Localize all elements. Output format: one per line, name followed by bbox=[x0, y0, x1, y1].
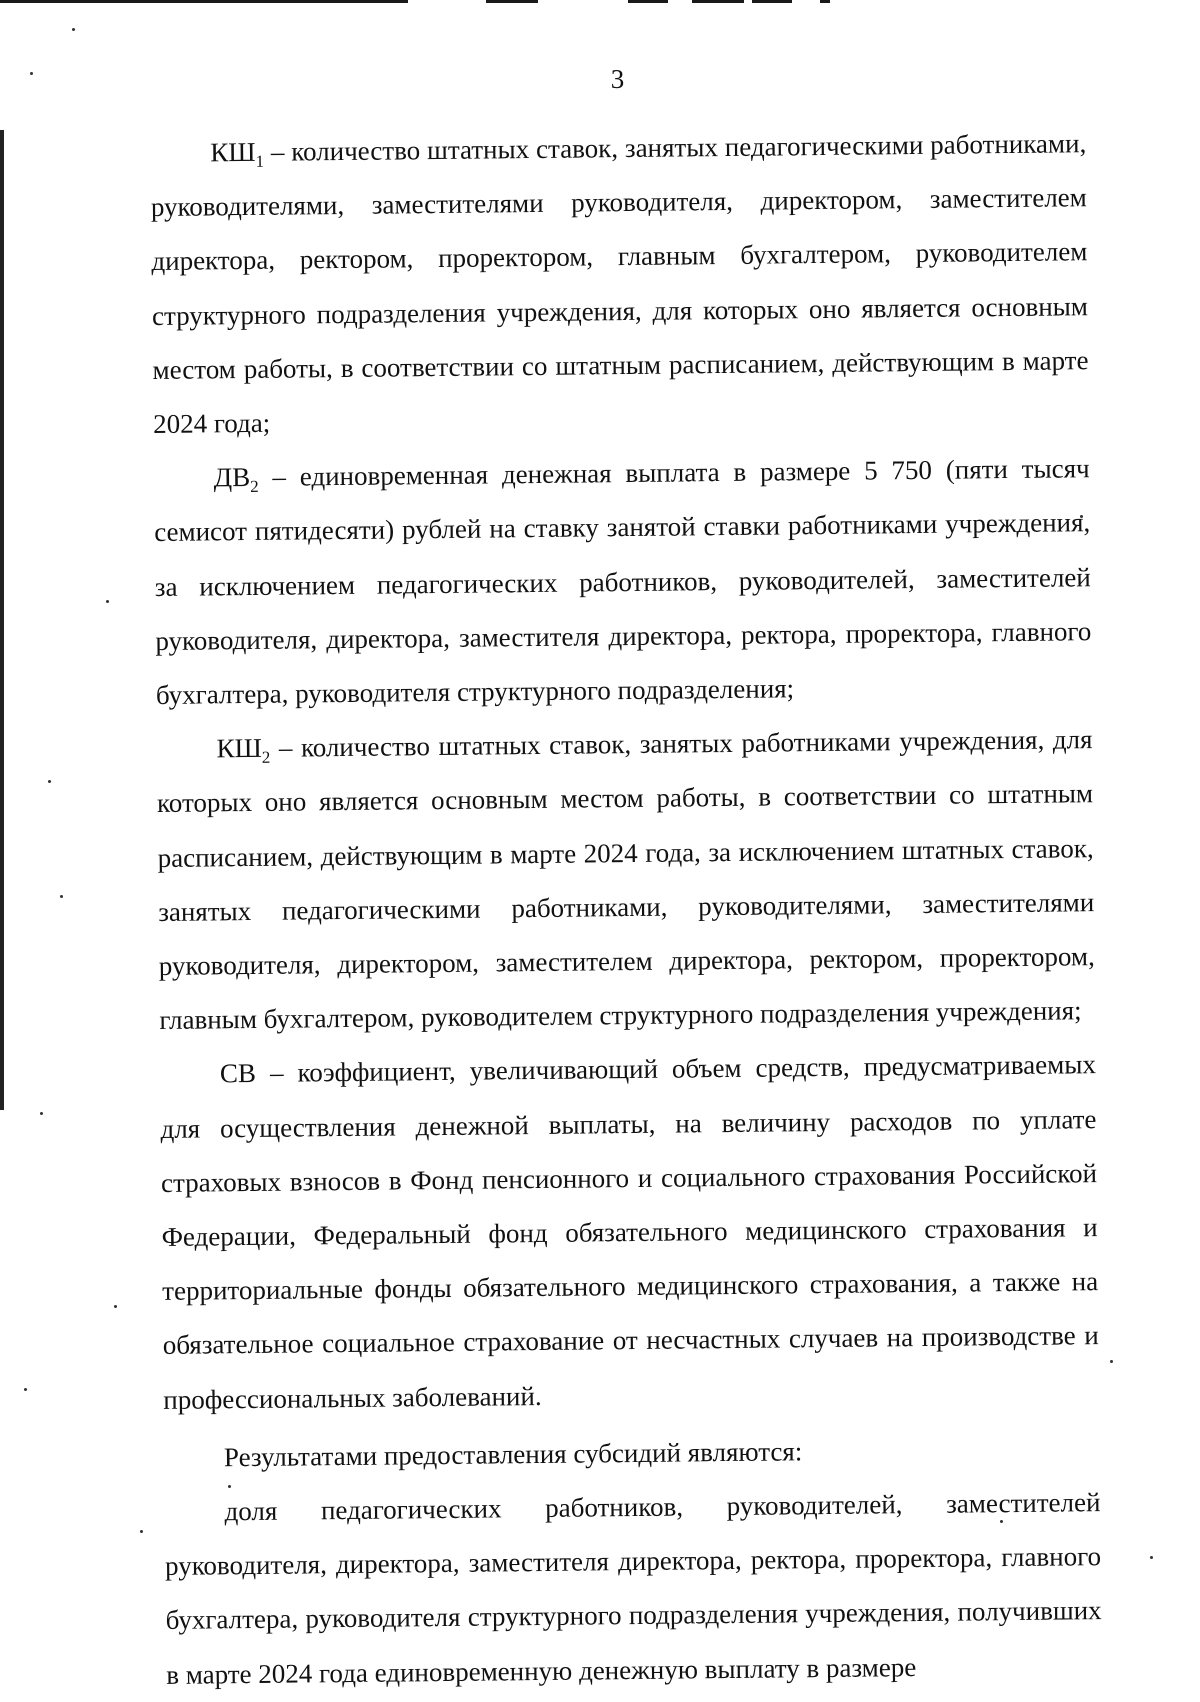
scan-top-edge bbox=[0, 0, 1200, 4]
definition-ksh1 bbox=[150, 116, 1089, 451]
definition-dv2 bbox=[153, 441, 1092, 722]
term-ksh2-subscript: 2 bbox=[261, 748, 271, 768]
page-number: 3 bbox=[610, 64, 625, 94]
term-ksh1-subscript: 1 bbox=[255, 151, 265, 171]
definition-ksh2-text: – количество штатных ставок, занятых работниками учреждения, для которых оно является основным местом работы, в соответствии со штатным расписанием, действующим в марте 2024 года, за исключением штатных ставок, занятых педагогическими работниками, руководителями, заместителями руководителя, директором, заместителем директора, ректором, проректором, главным бухгалтером, руководителем структурного подразделения учреждения; bbox=[156, 724, 1095, 1036]
document-body bbox=[150, 116, 1102, 1702]
term-dv2-subscript: 2 bbox=[250, 477, 259, 497]
definition-dv2-text: – единовременная денежная выплата в размере 5 750 (пяти тысяч семисот пятидесяти) рублей на ставку занятой ставки работниками учреждения, за исключением педагогических работников, руководителей, заместителей руководителя, директора, заместителя директора, ректора, проректора, главного бухгалтера, руководителя структурного подразделения; bbox=[154, 453, 1092, 710]
results-heading: Результатами предоставления субсидий являются: bbox=[223, 1436, 803, 1473]
results-item-share: доля педагогических работников, руководителей, заместителей руководителя, директора, заместителя директора, ректора, проректора, главного бухгалтера, руководителя структурного подразделения учреждения, получивших в марте 2024 года единовременную денежную выплату в размере bbox=[164, 1487, 1102, 1690]
definition-ksh1-text: – количество штатных ставок, занятых педагогическими работниками, руководителями, заместителями руководителя, директором, заместителем директора, ректором, проректором, главным бухгалтером, руководителем структурного подразделения учреждения, для которых оно является основным местом работы, в соответствии со штатным расписанием, действующим в марте 2024 года; bbox=[150, 128, 1089, 439]
definition-ksh2 bbox=[156, 712, 1095, 1047]
definition-sv: СВ – коэффициент, увеличивающий объем средств, предусматриваемых для осуществления денежной выплаты, на величину расходов по уплате страховых взносов в Фонд пенсионного и социального страхования Российской Федерации, Федеральный фонд обязательного медицинского страхования и территориальные фонды обязательного медицинского страхования, а также на обязательное социальное страхование от несчастных случаев на производстве и профессиональных заболеваний. bbox=[160, 1049, 1099, 1415]
term-ksh1: КШ bbox=[210, 136, 256, 168]
scan-left-edge bbox=[0, 130, 4, 1110]
term-ksh2: КШ bbox=[216, 733, 262, 764]
term-dv2: ДВ bbox=[213, 462, 251, 493]
